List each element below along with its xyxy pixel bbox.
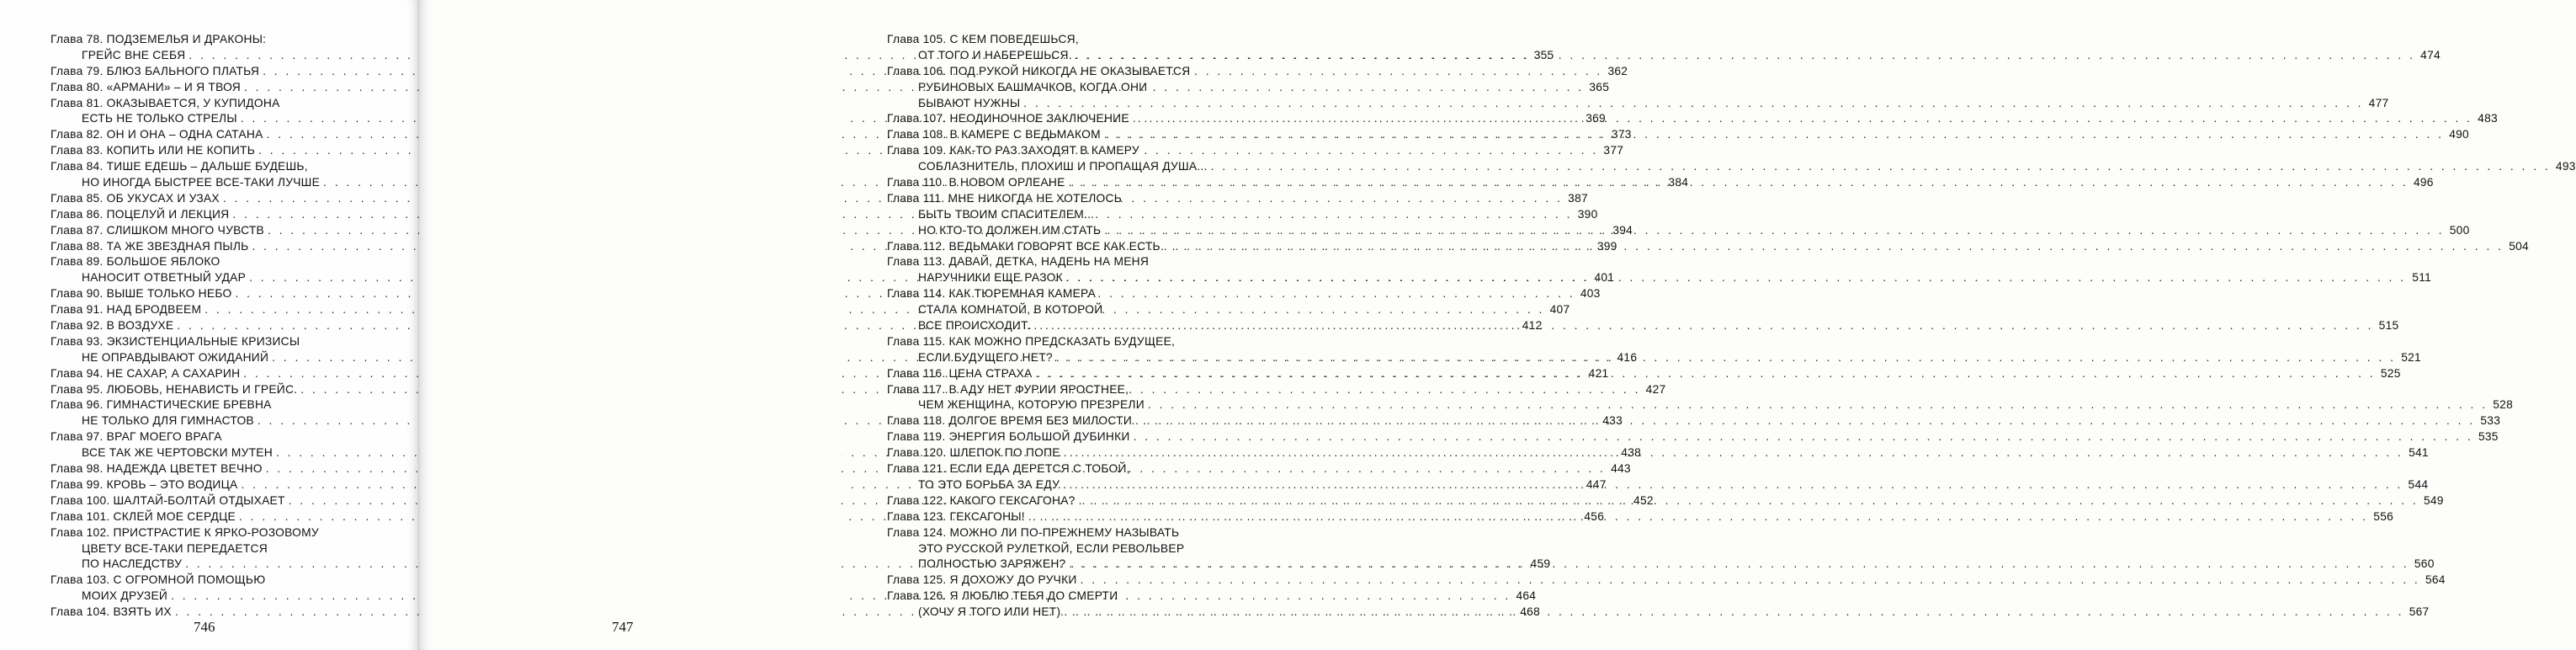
toc-entry-title: Глава 120. ШЛЕПОК ПО ПОПЕ (887, 446, 1060, 460)
toc-page-number: 447 (1585, 477, 1607, 491)
toc-entry-line: Глава 115. КАК МОЖНО ПРЕДСКАЗАТЬ БУДУЩЕЕ, (887, 334, 1176, 348)
toc-entry (887, 429, 2499, 445)
dot-leader (1104, 127, 2444, 143)
toc-page-number: 556 (2373, 509, 2394, 523)
toc-page-number: 493 (2555, 160, 2576, 173)
toc-page-number: 500 (2449, 223, 2470, 237)
toc-entry-title: НАРУЧНИКИ ЕЩЕ РАЗОК (918, 271, 1063, 285)
toc-entry-line: СТАЛА КОМНАТОЙ, В КОТОРОЙ (918, 303, 1103, 317)
toc-page-number: 355 (1533, 48, 1554, 61)
toc-entry-line: РУБИНОВЫХ БАШМАЧКОВ, КОГДА ОНИ (918, 80, 1148, 93)
toc-entry-line: Глава 117. В АДУ НЕТ ФУРИИ ЯРОСТНЕЕ, (887, 382, 1129, 396)
toc-page-number: 377 (1603, 144, 1624, 157)
toc-entry-title: Глава 118. ДОЛГОЕ ВРЕМЯ БЕЗ МИЛОСТИ (887, 414, 1133, 428)
dot-leader (1211, 159, 2551, 175)
toc-entry-line: БЫТЬ ТВОИМ СПАСИТЕЛЕМ... (918, 207, 1095, 221)
toc-entry-line: Глава 114. КАК ТЮРЕМНАЯ КАМЕРА (887, 287, 1097, 301)
toc-entry-title: НАНОСИТ ОТВЕТНЫЙ УДАР (82, 271, 247, 285)
dot-leader (1104, 223, 2444, 239)
toc-page-number: 535 (2478, 430, 2499, 444)
dot-leader (1036, 366, 2376, 382)
toc-entry-line: Глава 103. С ОГРОМНОЙ ПОМОЩЬЮ (50, 573, 266, 587)
toc-page-number: 549 (2423, 493, 2444, 507)
toc-entry-line: Глава 81. ОКАЗЫВАЕТСЯ, У КУПИДОНА (50, 96, 280, 109)
dot-leader (1069, 557, 2409, 573)
toc-page-number: 362 (1607, 64, 1628, 77)
toc-entry-title: Глава 119. ЭНЕРГИЯ БОЛЬШОЙ ДУБИНКИ (887, 430, 1130, 444)
dot-leader (1076, 48, 2415, 64)
toc-entry-title: Глава 80. «АРМАНИ» – И Я ТВОЯ (50, 80, 241, 93)
toc-entry-line: Глава 96. ГИМНАСТИЧЕСКИЕ БРЕВНА (50, 398, 272, 412)
toc-entry-title: ТО ЭТО БОРЬБА ЗА ЕДУ (918, 477, 1060, 491)
toc-page-number: 384 (1668, 176, 1689, 189)
toc-entry-last-line (887, 573, 2446, 589)
toc-page-number: 511 (2412, 271, 2432, 285)
toc-page-number: 407 (1549, 303, 1570, 317)
dot-leader (1069, 175, 2409, 191)
dot-leader (1134, 429, 2473, 445)
toc-entry-line: Глава 113. ДАВАЙ, ДЕТКА, НАДЕНЬ НА МЕНЯ (887, 255, 1150, 269)
toc-entry-title: Глава 108. В КАМЕРЕ С ВЕДЬМАКОМ (887, 128, 1101, 141)
dot-leader (1081, 573, 2420, 589)
dot-leader (1023, 96, 2363, 112)
toc-entry-title: Глава 87. СЛИШКОМ МНОГО ЧУВСТВ (50, 223, 264, 237)
toc-entry-title: ЕСЛИ БУДУЩЕГО НЕТ? (918, 350, 1053, 364)
toc-page-number: 412 (1522, 319, 1543, 333)
toc-page-number: 399 (1596, 239, 1617, 253)
toc-page-number: 477 (2368, 96, 2389, 109)
toc-entry-last-line (887, 397, 2514, 413)
toc-page-number: 490 (2449, 128, 2469, 141)
toc-page-number: 416 (1617, 350, 1638, 364)
toc-entry (887, 573, 2446, 589)
toc-entry-title: Глава 88. ТА ЖЕ ЗВЕЗДНАЯ ПЫЛЬ (50, 239, 249, 253)
dot-leader (1164, 239, 2504, 255)
toc-page-number: 560 (2414, 557, 2435, 571)
toc-page-number: 438 (1621, 446, 1642, 460)
toc-entry-title: Глава 91. НАД БРОДВЕЕМ (50, 303, 202, 317)
toc-entry-line: Глава 126. Я ЛЮБЛЮ ТЕБЯ ДО СМЕРТИ (887, 589, 1118, 603)
toc-entry-title: Глава 101. СКЛЕЙ МОЕ СЕРДЦЕ (50, 509, 236, 523)
toc-page-number: 515 (2378, 319, 2399, 333)
toc-page-number: 544 (2408, 477, 2429, 491)
dot-leader (1064, 445, 2403, 461)
toc-entry-line: Глава 84. ТИШЕ ЕДЕШЬ – ДАЛЬШЕ БУДЕШЬ, (50, 160, 308, 173)
toc-page-number: 390 (1577, 207, 1598, 221)
toc-page-number: 468 (1520, 605, 1540, 619)
toc-page-number: 421 (1588, 366, 1609, 380)
toc-entry-title: Глава 98. НАДЕЖДА ЦВЕТЕТ ВЕЧНО (50, 462, 263, 476)
toc-page-number: 528 (2493, 398, 2514, 412)
page-number-left: 746 (194, 619, 215, 635)
toc-page-number: 564 (2425, 573, 2446, 587)
toc-entry-title: Глава 86. ПОЦЕЛУЙ И ЛЕКЦИЯ (50, 207, 230, 221)
toc-entry-title: ГРЕЙС ВНЕ СЕБЯ (82, 48, 186, 61)
toc-page-number: 567 (2409, 605, 2430, 619)
toc-entry-title: Глава 112. ВЕДЬМАКИ ГОВОРЯТ ВСЕ КАК ЕСТЬ (887, 239, 1161, 253)
toc-entry-title: МОИХ ДРУЗЕЙ (82, 589, 168, 603)
toc-entry-title: НО ИНОГДА БЫСТРЕЕ ВСЕ-ТАКИ ЛУЧШЕ (82, 176, 321, 189)
toc-page-number: 387 (1568, 191, 1588, 205)
toc-entry-title: (ХОЧУ Я ТОГО ИЛИ НЕТ) (918, 605, 1061, 619)
toc-entry-title: БЫВАЮТ НУЖНЫ (918, 96, 1021, 109)
toc-entry-title: Глава 125. Я ДОХОЖУ ДО РУЧКИ (887, 573, 1077, 587)
toc-entry-line: Глава 121. ЕСЛИ ЕДА ДЕРЕТСЯ С ТОБОЙ, (887, 462, 1130, 476)
dot-leader (1056, 350, 2396, 366)
toc-entry-line: Глава 124. МОЖНО ЛИ ПО-ПРЕЖНЕМУ НАЗЫВАТЬ (887, 525, 1180, 539)
toc-entry-line: Глава 93. ЭКЗИСТЕНЦИАЛЬНЫЕ КРИЗИСЫ (50, 334, 300, 348)
dot-leader (1063, 477, 2403, 493)
dot-leader (1079, 493, 2419, 509)
toc-entry-title: ОТ ТОГО И НАБЕРЕШЬСЯ. (918, 48, 1072, 61)
toc-entry-title: Глава 99. КРОВЬ – ЭТО ВОДИЦА (50, 477, 238, 491)
dot-leader (204, 302, 1544, 318)
dot-leader (1028, 509, 2368, 525)
toc-page-number: 504 (2509, 239, 2529, 253)
dot-leader (1135, 413, 2475, 429)
dot-leader (1064, 605, 2403, 621)
toc-entry-title: НО КТО-ТО ДОЛЖЕН ИМ СТАТЬ (918, 223, 1102, 237)
toc-page-number: 403 (1580, 287, 1601, 301)
toc-entry-title: Глава 90. ВЫШЕ ТОЛЬКО НЕБО (50, 287, 232, 301)
toc-entry-line: Глава 105. С КЕМ ПОВЕДЕШЬСЯ, (887, 33, 1079, 45)
toc-entry-title: ПО НАСЛЕДСТВУ (82, 557, 183, 571)
toc-entry-last-line (887, 159, 2576, 175)
toc-entry-line: Глава 111. МНЕ НИКОГДА НЕ ХОТЕЛОСЬ (887, 191, 1123, 205)
page-number-right: 747 (612, 619, 634, 635)
toc-entry-title: СОБЛАЗНИТЕЛЬ, ПЛОХИШ И ПРОПАЩАЯ ДУША... (918, 160, 1208, 173)
toc-page-number: 373 (1611, 128, 1632, 141)
toc-entry-title: Глава 94. НЕ САХАР, А САХАРИН (50, 366, 241, 380)
toc-page-number: 459 (1530, 557, 1551, 571)
toc-page-number: 401 (1594, 271, 1615, 285)
toc-entry-line: Глава 106. ПОД РУКОЙ НИКОГДА НЕ ОКАЗЫВАЕТСЯ (887, 64, 1191, 77)
toc-entry-last-line (887, 96, 2389, 112)
dot-leader (1148, 397, 2488, 413)
toc-page-number: 394 (1612, 223, 1633, 237)
toc-entry-title: ПОЛНОСТЬЮ ЗАРЯЖЕН? (918, 557, 1066, 571)
toc-entry-title: Глава 104. ВЗЯТЬ ИХ (50, 605, 172, 619)
toc-page-number: 483 (2478, 112, 2498, 125)
toc-page-number: 427 (1645, 382, 1666, 396)
toc-entry-title: Глава 82. ОН И ОНА – ОДНА САТАНА (50, 128, 263, 141)
toc-entry-title: ВСЕ ТАК ЖЕ ЧЕРТОВСКИ МУТЕН (82, 446, 273, 460)
toc-page-number: 533 (2480, 414, 2501, 428)
toc-entry-line: Глава 89. БОЛЬШОЕ ЯБЛОКО (50, 255, 220, 269)
dot-leader (1033, 318, 2373, 334)
toc-entry-line: Глава 97. ВРАГ МОЕГО ВРАГА (50, 430, 222, 444)
toc-page-number: 496 (2413, 176, 2434, 189)
toc-entry-title: Глава 110. В НОВОМ ОРЛЕАНЕ (887, 176, 1065, 189)
toc-entry-title: Глава 107. НЕОДИНОЧНОЕ ЗАКЛЮЧЕНИЕ (887, 112, 1129, 125)
toc-entry-title: Глава 85. ОБ УКУСАХ И УЗАХ (50, 191, 220, 205)
toc-entry-last-line (887, 429, 2499, 445)
toc-page-number: 443 (1611, 462, 1631, 476)
toc-entry-title: ВСЕ ПРОИСХОДИТ. (918, 319, 1031, 333)
toc-page-number: 521 (2401, 350, 2421, 364)
toc-page-number: 456 (1584, 509, 1605, 523)
toc-entry-line: Глава 102. ПРИСТРАСТИЕ К ЯРКО-РОЗОВОМУ (50, 525, 319, 539)
toc-entry-title: Глава 116. ЦЕНА СТРАХА (887, 366, 1033, 380)
toc-entry-title: НЕ ОПРАВДЫВАЮТ ОЖИДАНИЙ (82, 350, 269, 364)
toc-page-number: 541 (2409, 446, 2429, 460)
toc-page-number: 369 (1585, 112, 1606, 125)
toc-entry-title: ЧЕМ ЖЕНЩИНА, КОТОРУЮ ПРЕЗРЕЛИ (918, 398, 1145, 412)
toc-entry-title: Глава 79. БЛЮЗ БАЛЬНОГО ПЛАТЬЯ (50, 64, 260, 77)
toc-entry-title: Глава 92. В ВОЗДУХЕ (50, 319, 174, 333)
toc-page-number: 474 (2420, 48, 2441, 61)
toc-entry-title: Глава 123. ГЕКСАГОНЫ! (887, 509, 1025, 523)
toc-entry-title: НЕ ТОЛЬКО ДЛЯ ГИМНАСТОВ (82, 414, 254, 428)
toc-entry-title: ЕСТЬ НЕ ТОЛЬКО СТРЕЛЫ (82, 112, 237, 125)
dot-leader (1066, 270, 2406, 286)
toc-entry-title: Глава 100. ШАЛТАЙ-БОЛТАЙ ОТДЫХАЕТ (50, 493, 285, 507)
toc-entry-line: Глава 78. ПОДЗЕМЕЛЬЯ И ДРАКОНЫ: (50, 33, 267, 45)
toc-page-number: 525 (2380, 366, 2401, 380)
toc-entry-title: Глава 83. КОПИТЬ ИЛИ НЕ КОПИТЬ (50, 144, 256, 157)
toc-entry-line: ЭТО РУССКОЙ РУЛЕТКОЙ, ЕСЛИ РЕВОЛЬВЕР (918, 541, 1185, 555)
dot-leader (1133, 111, 2472, 127)
toc-entry-line: ЦВЕТУ ВСЕ-ТАКИ ПЕРЕДАЕТСЯ (82, 541, 268, 555)
toc-entry-title: Глава 122. КАКОГО ГЕКСАГОНА? (887, 493, 1076, 507)
toc-page-number: 464 (1516, 589, 1537, 603)
toc-page-number: 452 (1633, 493, 1654, 507)
toc-entry-title: Глава 95. ЛЮБОВЬ, НЕНАВИСТЬ И ГРЕЙС. (50, 382, 298, 396)
toc-page-number: 433 (1602, 414, 1623, 428)
toc-entry-line: Глава 109. КАК-ТО РАЗ ЗАХОДЯТ В КАМЕРУ (887, 144, 1139, 157)
toc-page-number: 365 (1589, 80, 1610, 93)
